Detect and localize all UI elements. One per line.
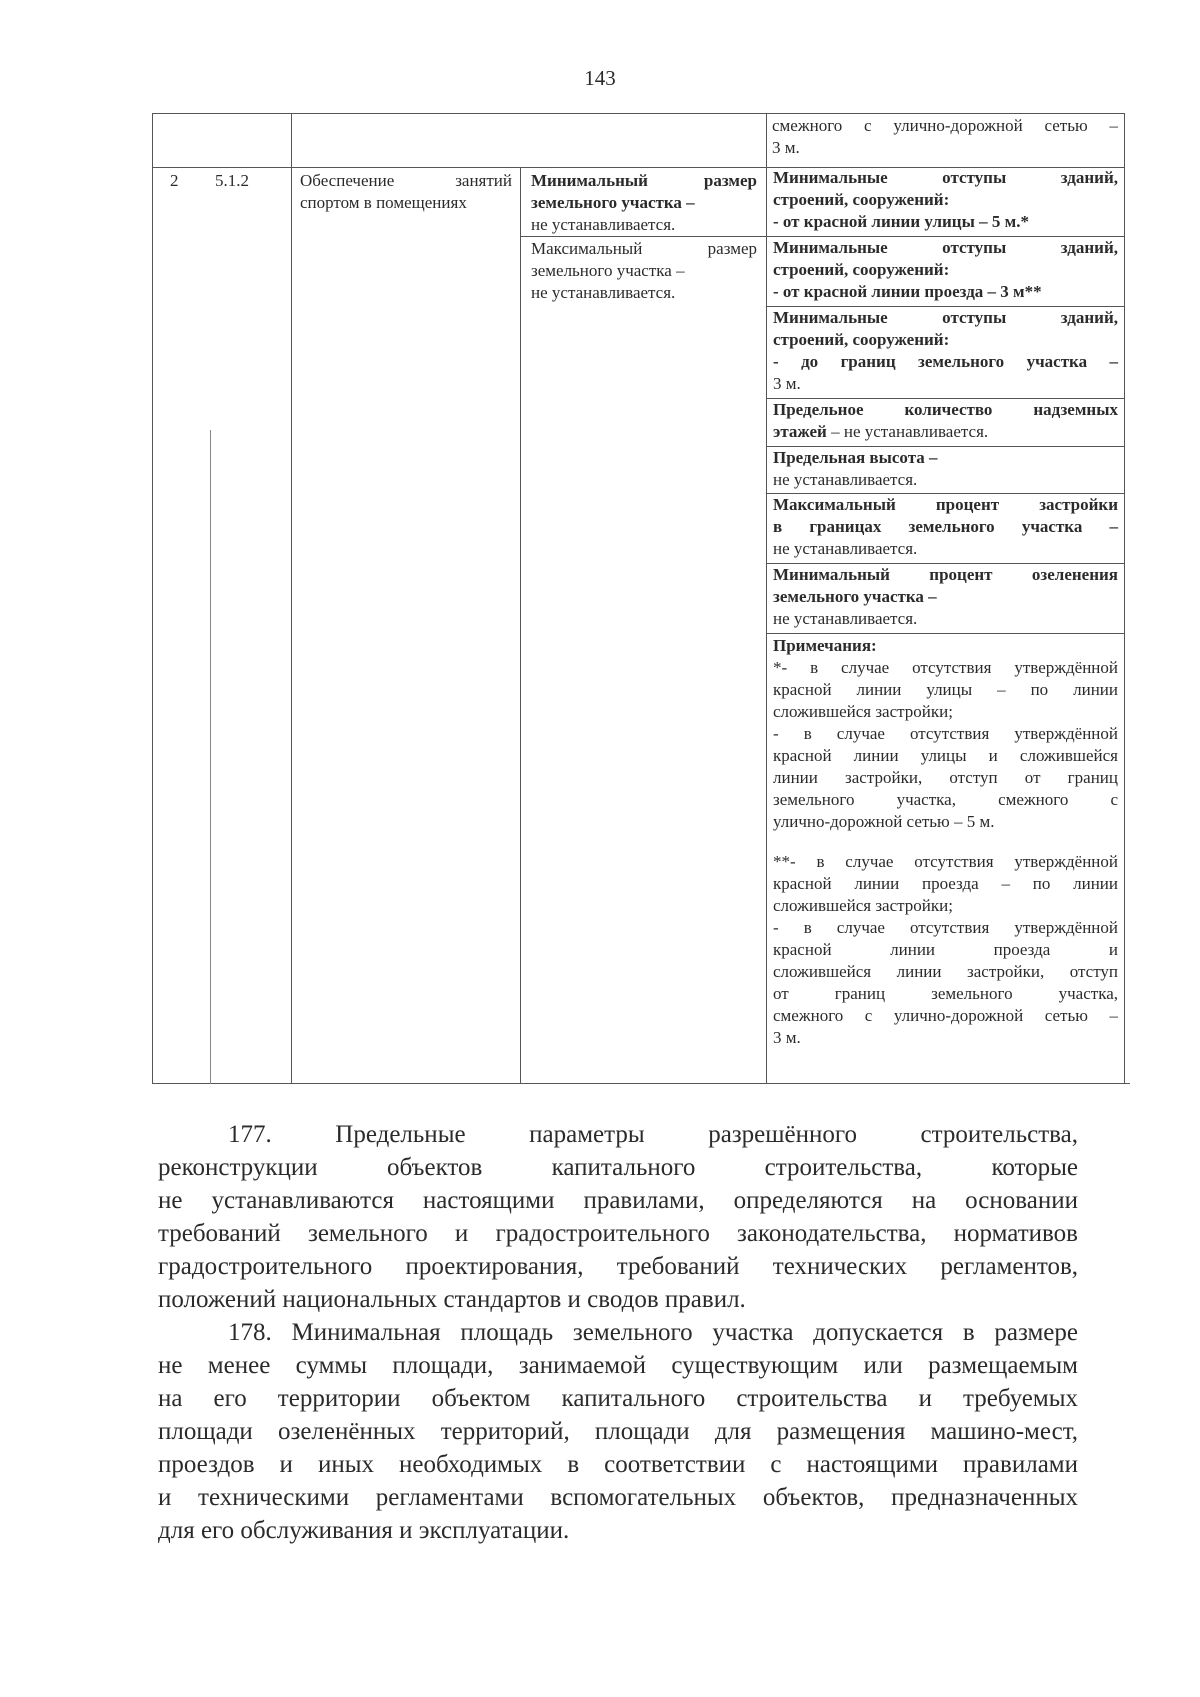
para-line: 177. Предельные параметры разрешённого строительства, xyxy=(228,1121,1078,1148)
param-line: - от красной линии проезда – 3 м** xyxy=(773,282,1042,301)
min-size-line: Минимальный размер xyxy=(531,171,757,190)
param-line xyxy=(773,421,1118,443)
continuation-line: смежного с улично-дорожной сетью – xyxy=(772,116,1118,135)
note-line: земельного участка, смежного с xyxy=(773,790,1118,809)
param-greening xyxy=(773,564,1118,630)
paragraph-178 xyxy=(158,1316,1078,1547)
param-line: Предельная высота – xyxy=(773,448,938,467)
para-line: градостроительного проектирования, требований технических регламентов, xyxy=(158,1253,1078,1280)
param-line: строений, сооружений: xyxy=(773,330,950,349)
note-line: - в случае отсутствия утверждённой xyxy=(773,918,1118,937)
note-line: красной линии проезда – по линии xyxy=(773,874,1118,893)
row-name xyxy=(300,170,512,214)
para-line: проездов и иных необходимых в соответствии с настоящими правилами xyxy=(158,1451,1078,1478)
row-code: 5.1.2 xyxy=(215,171,249,190)
note-line: 3 м. xyxy=(773,1028,801,1047)
para-line: и техническими регламентами вспомогательных объектов, предназначенных xyxy=(158,1484,1078,1511)
note-line: сложившейся линии застройки, отступ xyxy=(773,962,1118,981)
param-floors xyxy=(773,399,1118,443)
param-building-coverage xyxy=(773,494,1118,560)
note-line: красной линии улицы и сложившейся xyxy=(773,746,1118,765)
max-size-line: земельного участка – xyxy=(531,261,685,280)
param-line: строений, сооружений: xyxy=(773,190,950,209)
note-line: линии застройки, отступ от границ xyxy=(773,768,1118,787)
note-line: сложившейся застройки; xyxy=(773,896,953,915)
param-value: 3 м. xyxy=(773,374,801,393)
continuation-cell xyxy=(772,115,1118,159)
note-line: улично-дорожной сетью – 5 м. xyxy=(773,812,995,831)
para-line: не менее суммы площади, занимаемой существующим или размещаемым xyxy=(158,1352,1078,1379)
note-line: - в случае отсутствия утверждённой xyxy=(773,724,1118,743)
row-name-line: спортом в помещениях xyxy=(300,193,467,212)
max-size-value: не устанавливается. xyxy=(531,283,676,302)
para-line: требований земельного и градостроительного законодательства, нормативов xyxy=(158,1220,1078,1247)
row-number: 2 xyxy=(170,171,179,190)
para-line: не устанавливаются настоящими правилами, определяются на основании xyxy=(158,1187,1078,1214)
para-line: положений национальных стандартов и сводов правил. xyxy=(158,1286,746,1313)
para-line: для его обслуживания и эксплуатации. xyxy=(158,1517,570,1544)
param-line: Максимальный процент застройки xyxy=(773,495,1118,514)
param-line: Минимальные отступы зданий, xyxy=(773,308,1118,327)
paragraph-177 xyxy=(158,1118,1078,1316)
para-line: площади озеленённых территорий, площади для размещения машино-мест, xyxy=(158,1418,1078,1445)
param-line: земельного участка – xyxy=(773,587,937,606)
row-name-line: Обеспечение занятий xyxy=(300,171,512,190)
param-line: Минимальные отступы зданий, xyxy=(773,168,1118,187)
param-line: Минимальный процент озеленения xyxy=(773,565,1118,584)
min-size-value: не устанавливается. xyxy=(531,215,676,234)
param-line: - от красной линии улицы – 5 м.* xyxy=(773,212,1029,231)
note-line: **- в случае отсутствия утверждённой xyxy=(773,852,1118,871)
note-line: красной линии проезда и xyxy=(773,940,1118,959)
page-number: 143 xyxy=(584,66,616,90)
note-line: сложившейся застройки; xyxy=(773,702,953,721)
param-height xyxy=(773,447,1118,491)
max-plot-size xyxy=(531,238,757,304)
param-line: - до границ земельного участка – xyxy=(773,352,1118,371)
para-line: 178. Минимальная площадь земельного участка допускается в размере xyxy=(228,1319,1078,1346)
note-line: *- в случае отсутствия утверждённой xyxy=(773,658,1118,677)
param-setback-driveway xyxy=(773,237,1118,303)
param-bold: этажей xyxy=(773,422,827,441)
param-value: не устанавливается. xyxy=(773,539,918,558)
param-value: не устанавливается. xyxy=(773,470,918,489)
param-line: Минимальные отступы зданий, xyxy=(773,238,1118,257)
para-line: на его территории объектом капитального строительства и требуемых xyxy=(158,1385,1078,1412)
min-plot-size xyxy=(531,170,757,236)
para-line: реконструкции объектов капитального строительства, которые xyxy=(158,1154,1078,1181)
param-line: в границах земельного участка – xyxy=(773,517,1118,536)
note-line: от границ земельного участка, xyxy=(773,984,1118,1003)
param-line: Предельное количество надземных xyxy=(773,400,1118,419)
note-line: смежного с улично-дорожной сетью – xyxy=(773,1006,1118,1025)
note-line: красной линии улицы – по линии xyxy=(773,680,1118,699)
param-line: строений, сооружений: xyxy=(773,260,950,279)
param-value: – не устанавливается. xyxy=(826,422,989,441)
param-setback-street xyxy=(773,167,1118,233)
max-size-line: Максимальный размер xyxy=(531,239,757,258)
notes xyxy=(773,635,1118,1049)
continuation-line: 3 м. xyxy=(772,138,800,157)
param-value: не устанавливается. xyxy=(773,609,918,628)
min-size-line: земельного участка – xyxy=(531,193,695,212)
param-setback-boundary xyxy=(773,307,1118,395)
notes-title: Примечания: xyxy=(773,636,877,655)
